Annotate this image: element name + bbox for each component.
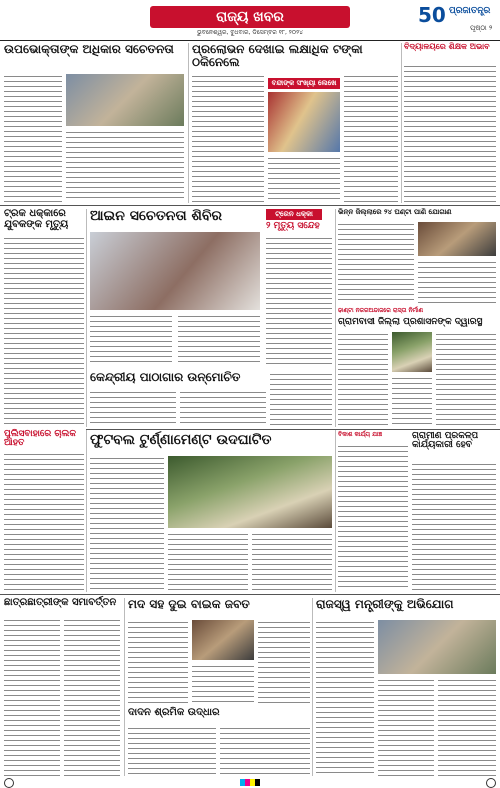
story-text [438, 678, 496, 776]
story-text [180, 390, 266, 426]
story-text [270, 372, 332, 426]
story-text [128, 726, 216, 776]
story-photo [392, 332, 432, 372]
registration-mark-icon [486, 778, 496, 788]
story-text [178, 314, 260, 366]
story-text [266, 236, 332, 366]
headline-football-tournament: ଫୁଟବଲ ଟୁର୍ଣ୍ଣାମେଣ୍ଟ ଉଦଘାଟିତ [90, 432, 272, 448]
kicker-road-construction: ଢାଣ୍ଟା ନଜରଅନ୍ଦାଜରେ ରାସ୍ତା ନିର୍ମାଣ [338, 307, 423, 314]
story-photo [268, 92, 340, 152]
story-text [4, 618, 60, 776]
story-text [268, 156, 340, 202]
kicker-development: ବିକାଶ କାର୍ଯ୍ୟ ଯାଞ୍ଚ [338, 431, 382, 438]
headline-rural-project: ଗ୍ରାମୀଣ ପ୍ରକଳ୍ପ କାର୍ଯ୍ୟକାରୀ ହେବ [412, 431, 479, 451]
headline-water-supply: ଭିନ୍ନ ଜିଲ୍ଲାରେ ୨୪ ଘଣ୍ଟା ପାଣି ଯୋଗାଣ [338, 208, 452, 216]
registration-mark-icon [4, 778, 14, 788]
newspaper-logo: ପ୍ରଜାତନ୍ତ୍ର [449, 6, 491, 16]
story-text [128, 620, 188, 704]
story-text [258, 620, 310, 704]
story-text [436, 332, 496, 426]
page-number: ପୃଷ୍ଠା ୨ [470, 24, 493, 32]
headline-villagers: ଗ୍ରାମବାସୀ ଜିଲ୍ଲା ପ୍ରଶାସନଙ୍କ ଦ୍ୱାରସ୍ଥ [338, 317, 483, 327]
story-text [344, 74, 398, 202]
story-text [4, 74, 62, 202]
story-text [192, 74, 264, 202]
column-divider [312, 598, 313, 776]
story-text [316, 620, 374, 776]
headline-truck-accident: ଟ୍ରକ ଧକ୍କାରେ ଯୁବକଙ୍କ ମୃତ୍ୟୁ [4, 208, 69, 230]
section-title: ରାଜ୍ୟ ଖବର [150, 6, 350, 28]
story-text [90, 390, 176, 426]
headline-train-accident: ୨ ମୃତ୍ୟୁ ସନ୍ଦେହ [266, 221, 320, 231]
story-text [168, 532, 248, 590]
headline-consumer-rights: ଉପଭୋକ୍ତାଙ୍କ ଅଧିକାର ସଚେତନତା [4, 42, 174, 56]
story-text [338, 222, 414, 304]
headline-revenue-minister: ରାଜସ୍ୱ ମନ୍ତ୍ରୀଙ୍କୁ ଅଭିଯୋଗ [316, 597, 454, 611]
headline-fraud: ପ୍ରଲୋଭନ ଦେଖାଇ ଲକ୍ଷାଧିକ ଟଙ୍କା ଠକିନେଲେ [192, 42, 363, 69]
story-text [64, 618, 120, 776]
headline-teacher-shortage: ବିଦ୍ୟାଳୟରେ ଶିକ୍ଷକ ଅଭାବ [404, 42, 490, 51]
story-photo [192, 620, 254, 660]
date-line: ଭୁବନେଶ୍ୱର, ବୁଧବାର, ଡିସେମ୍ବର ୧୮, ୨୦୨୪ [197, 29, 303, 36]
story-text [252, 532, 332, 590]
column-divider [86, 430, 87, 592]
story-text [378, 678, 434, 776]
headline-convocation: ଛାତ୍ରଛାତ୍ରୀଙ୍କ ସମାବର୍ତ୍ତନ [4, 597, 117, 608]
story-text [4, 452, 84, 590]
story-photo [418, 222, 496, 256]
story-text [90, 314, 172, 366]
column-divider [401, 43, 402, 203]
story-text [404, 64, 496, 202]
story-text [392, 376, 432, 426]
story-tag: ଟ୍ରେନ ଧକ୍କା [266, 209, 322, 220]
story-text [220, 726, 310, 776]
story-text [90, 456, 164, 590]
headline-labour-rescue: ଦାଦନ ଶ୍ରମିକ ଉଦ୍ଧାର [128, 707, 220, 718]
story-text [338, 444, 408, 590]
story-text [66, 130, 184, 202]
story-text [418, 260, 496, 304]
column-divider [335, 209, 336, 427]
column-divider [124, 598, 125, 776]
column-divider [188, 43, 189, 203]
section-rule [0, 205, 500, 206]
section-rule [0, 594, 500, 595]
story-photo [90, 232, 260, 310]
story-text [192, 664, 254, 704]
story-photo [378, 620, 496, 674]
headline-legal-awareness: ଆଇନ ସଚେତନତା ଶିବିର [90, 208, 223, 224]
story-tag: ବନ୍ଦୀଙ୍କ ସଂଖ୍ୟା ଲେଖେ [268, 78, 340, 89]
story-text [412, 462, 496, 590]
headline-liquor-seized: ମଦ ସହ ଦୁଇ ବାଇକ ଜବତ [128, 597, 250, 611]
masthead [0, 0, 500, 40]
story-photo [66, 74, 184, 126]
color-bar [240, 779, 260, 786]
story-text [4, 236, 84, 426]
column-divider [335, 430, 336, 592]
footer-strip [0, 778, 500, 788]
masthead-rule [0, 40, 500, 41]
story-photo [168, 456, 332, 528]
headline-driver-injured: ପୁଲିସବାହାରେ ଚାଲକ ଆହତ [4, 429, 77, 449]
section-rule [86, 429, 500, 430]
column-divider [86, 209, 87, 427]
anniversary-logo: 50 [418, 3, 446, 27]
headline-library: କେନ୍ଦ୍ରୀୟ ପାଠାଗାର ଉନ୍ମୋଚିତ [90, 370, 241, 384]
story-text [338, 332, 388, 426]
